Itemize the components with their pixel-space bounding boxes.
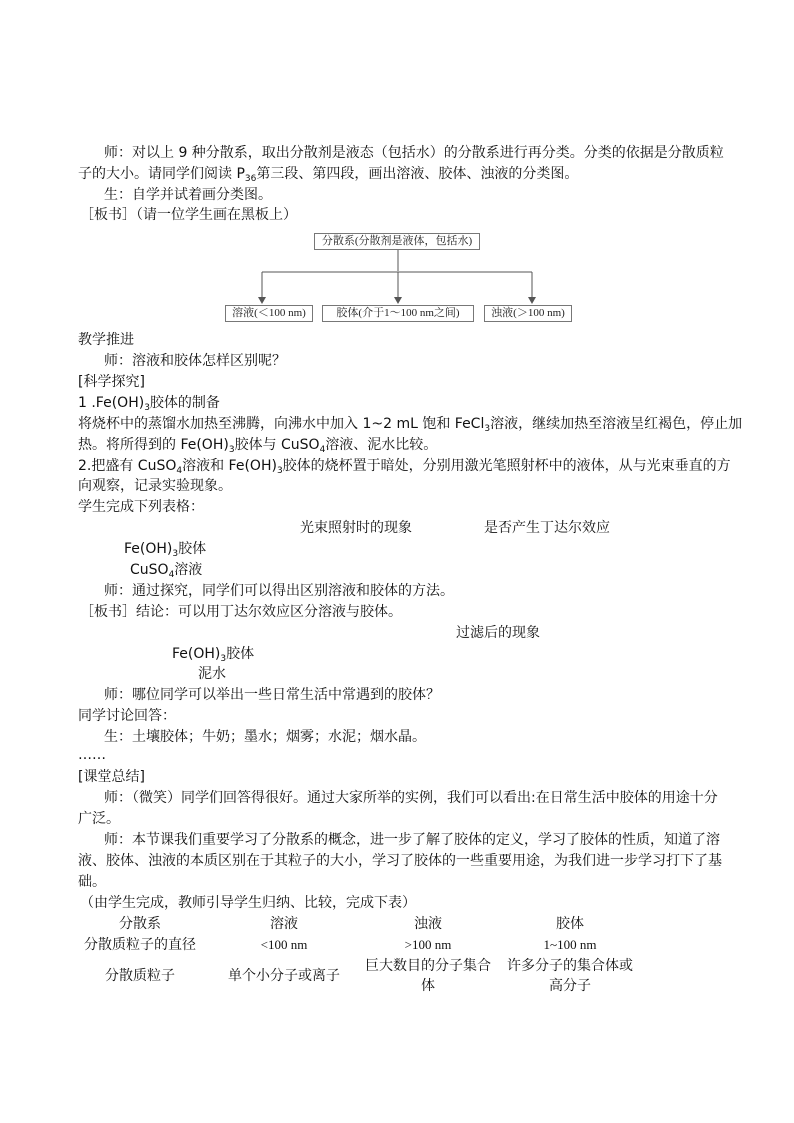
step1-line-2: 热。将所得到的 $Fe(OH)_3$胶体与 CuSO$_4$溶液、泥水比较。 xyxy=(78,437,438,455)
table1-header-light: 光束照射时的现象 xyxy=(300,520,412,536)
conclusion-blackboard: ［板书］结论：可以用丁达尔效应区分溶液与胶体。 xyxy=(80,604,402,620)
table2-row-mud: 泥水 xyxy=(198,666,226,682)
table3-row1-solution: <100 nm xyxy=(260,937,308,952)
diagram-solution-box: 溶液(＜100 nm) xyxy=(225,305,313,322)
table3-row1-label: 分散质粒子的直径 xyxy=(84,937,196,953)
summary-p2-line-3: 础。 xyxy=(78,874,106,890)
table3-row2-suspension-line1: 巨大数目的分子集合 xyxy=(365,958,491,974)
diagram-colloid-box: 胶体(介于1～100 nm之间) xyxy=(322,305,474,322)
summary-p1-line-2: 广泛。 xyxy=(78,811,120,827)
section-advance: 教学推进 xyxy=(78,332,134,348)
table3-header-solution: 溶液 xyxy=(270,916,298,932)
table3-header-suspension: 浊液 xyxy=(414,916,442,932)
table1-row-feoh3: $Fe(OH)_3$胶体 xyxy=(124,541,207,559)
table3-row2-colloid-line2: 高分子 xyxy=(549,978,591,994)
step1-title: 1 $.Fe(OH)_3$胶体的制备 xyxy=(78,395,220,413)
summary-tag: [课堂总结] xyxy=(78,769,145,785)
table1-header-tyndall: 是否产生丁达尔效应 xyxy=(484,520,610,536)
discussion-ellipsis: …… xyxy=(78,747,106,763)
blackboard-note: ［板书］（请一位学生画在黑板上） xyxy=(80,207,297,223)
table3-row1-suspension: >100 nm xyxy=(404,937,452,952)
teacher-question: 师：溶液和胶体怎样区别呢？ xyxy=(104,353,286,369)
diagram-root-box: 分散系(分散剂是液体，包括水) xyxy=(314,233,480,250)
table3-header-colloid: 胶体 xyxy=(556,916,584,932)
table3-row1-colloid: 1~100 nm xyxy=(543,937,597,952)
table3-row2-suspension-line2: 体 xyxy=(421,978,435,994)
summary-p1-line-1: 师：（微笑）同学们回答得很好。通过大家所举的实例，我们可以看出:在日常生活中胶体的用途十分 xyxy=(104,790,718,806)
table2-header-filtration: 过滤后的现象 xyxy=(456,625,540,641)
step2-line-2: 向观察，记录实验现象。 xyxy=(78,478,232,494)
summary-p2-line-2: 液、胶体、浊液的本质区别在于其粒子的大小，学习了胶体的一些重要用途，为我们进一步学习打下了基 xyxy=(78,853,722,869)
intro-line-2: 子的大小。请同学们阅读 $P_{36}$第三段、第四段，画出溶液、胶体、浊液的分类图。 xyxy=(78,166,579,184)
table3-row2-colloid-line1: 许多分子的集合体或 xyxy=(507,958,633,974)
step1-line-1: 将烧杯中的蒸馏水加热至沸腾，向沸水中加入 1~2 mL 饱和 FeCl$_3$溶液，继续加热至溶液呈红褐色，停止加 xyxy=(78,416,743,434)
table2-row-feoh3: $Fe(OH)_3$胶体 xyxy=(172,646,255,664)
table1-row-cuso4: CuSO$_4$溶液 xyxy=(130,562,203,580)
table3-row2-solution: 单个小分子或离子 xyxy=(228,968,340,984)
discussion-question: 师：哪位同学可以举出一些日常生活中常遇到的胶体？ xyxy=(104,687,440,703)
summary-instruction: （由学生完成，教师引导学生归纳、比较，完成下表） xyxy=(80,895,416,911)
inquiry-tag: [科学探究] xyxy=(78,374,145,390)
table-intro: 学生完成下列表格： xyxy=(78,499,204,515)
diagram-suspension-box: 浊液(＞100 nm) xyxy=(484,305,572,322)
conclusion-teacher: 师：通过探究，同学们可以得出区别溶液和胶体的方法。 xyxy=(104,583,454,599)
intro-line-1: 师：对以上 9 种分散系，取出分散剂是液态（包括水）的分散系进行再分类。分类的依据是分散质粒 xyxy=(104,145,724,161)
intro-line-3: 生：自学并试着画分类图。 xyxy=(104,187,272,203)
table3-header-system: 分散系 xyxy=(119,916,161,932)
discussion-answer: 生：土壤胶体；牛奶；墨水；烟雾；水泥；烟水晶。 xyxy=(104,729,426,745)
summary-p2-line-1: 师：本节课我们重要学习了分散系的概念，进一步了解了胶体的定义，学习了胶体的性质，知道了溶 xyxy=(104,832,720,848)
discussion-intro: 同学讨论回答： xyxy=(78,708,176,724)
step2-line-1: 2.把盛有 CuSO$_4$溶液和 $Fe(OH)_3$胶体的烧杯置于暗处，分别用激光笔照射杯中的液体，从与光束垂直的方 xyxy=(78,458,731,476)
table3-row2-label: 分散质粒子 xyxy=(105,968,175,984)
